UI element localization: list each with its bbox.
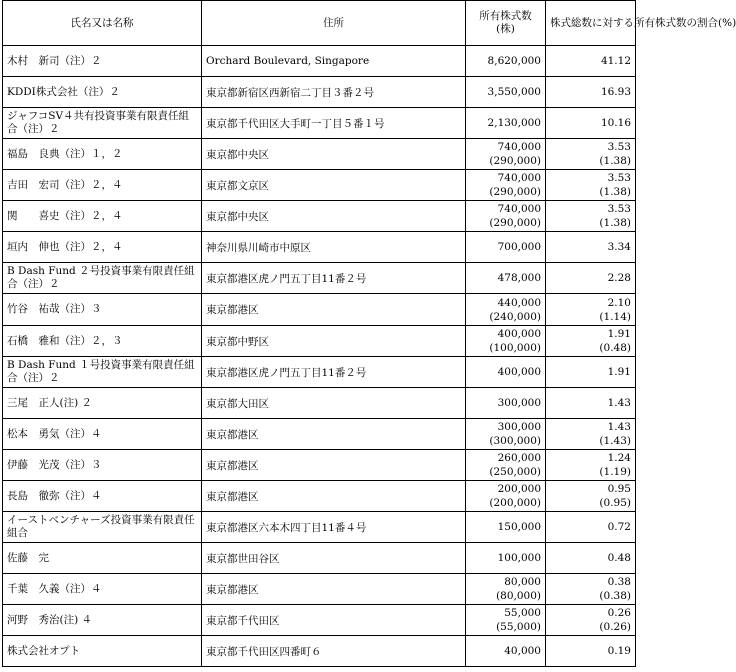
ratio-potential-value: (0.95) bbox=[599, 497, 631, 509]
header-ratio: 株式総数に対する所有株式数の割合(%) bbox=[546, 1, 636, 46]
holder-name: イーストベンチャーズ投資事業有限責任組合 bbox=[3, 512, 202, 543]
holder-address: 東京都港区 bbox=[202, 481, 466, 512]
table-row bbox=[3, 450, 636, 481]
ratio-potential-value: (1.14) bbox=[599, 310, 631, 323]
holder-name: 吉田 宏司（注）２，４ bbox=[3, 170, 202, 201]
shares-potential-value: (290,000) bbox=[489, 217, 541, 229]
ratio-cell bbox=[546, 605, 636, 636]
shares-cell bbox=[466, 139, 546, 170]
shares-value: 8,620,000 bbox=[487, 55, 541, 67]
holder-name: B Dash Fund １号投資事業有限責任組合（注）２ bbox=[3, 357, 202, 388]
holder-name: 株式会社オプト bbox=[3, 636, 202, 667]
shares-value: 3,550,000 bbox=[487, 86, 541, 98]
shares-value: 300,000 bbox=[497, 421, 541, 433]
shares-cell bbox=[466, 605, 546, 636]
ratio-cell bbox=[546, 543, 636, 574]
table-row bbox=[3, 294, 636, 326]
holder-address: 神奈川県川崎市中原区 bbox=[202, 232, 466, 263]
shares-cell bbox=[466, 388, 546, 419]
shares-value: 80,000 bbox=[504, 576, 541, 588]
shares-cell bbox=[466, 294, 546, 326]
shares-potential-value: (250,000) bbox=[489, 466, 541, 478]
ratio-value: 1.24 bbox=[607, 452, 631, 464]
shares-cell bbox=[466, 481, 546, 512]
holder-address: 東京都港区 bbox=[202, 450, 466, 481]
ratio-cell bbox=[546, 512, 636, 543]
table-row bbox=[3, 170, 636, 201]
header-name: 氏名又は名称 bbox=[3, 1, 202, 46]
ratio-cell bbox=[546, 46, 636, 77]
holder-address: 東京都大田区 bbox=[202, 388, 466, 419]
ratio-cell bbox=[546, 108, 636, 139]
ratio-value: 41.12 bbox=[600, 55, 631, 67]
holder-name: B Dash Fund ２号投資事業有限責任組合（注）２ bbox=[3, 263, 202, 294]
holder-address: 東京都中央区 bbox=[202, 201, 466, 232]
shares-value: 740,000 bbox=[497, 203, 541, 215]
ratio-cell bbox=[546, 326, 636, 357]
holder-address: 東京都港区虎ノ門五丁目11番２号 bbox=[202, 263, 466, 294]
header-address: 住所 bbox=[202, 1, 466, 46]
shares-cell bbox=[466, 232, 546, 263]
shares-cell bbox=[466, 201, 546, 232]
table-row bbox=[3, 108, 636, 139]
table-row bbox=[3, 46, 636, 77]
ratio-value: 3.53 bbox=[607, 141, 631, 153]
ratio-value: 1.43 bbox=[607, 421, 631, 433]
shares-cell bbox=[466, 574, 546, 605]
table-row bbox=[3, 232, 636, 263]
shares-value: 400,000 bbox=[497, 366, 541, 378]
holder-address: 東京都千代田区大手町一丁目５番１号 bbox=[202, 108, 466, 139]
ratio-cell bbox=[546, 77, 636, 108]
ratio-potential-value: (1.19) bbox=[599, 466, 631, 478]
shares-cell bbox=[466, 170, 546, 201]
table-row bbox=[3, 77, 636, 108]
holder-address: Orchard Boulevard, Singapore bbox=[202, 46, 466, 77]
ratio-value: 3.53 bbox=[607, 203, 631, 215]
ratio-cell bbox=[546, 232, 636, 263]
ratio-potential-value: (1.38) bbox=[599, 155, 631, 167]
ratio-potential-value: (0.26) bbox=[599, 621, 631, 633]
ratio-cell bbox=[546, 357, 636, 388]
shares-value: 2,130,000 bbox=[487, 117, 541, 129]
holder-address: 東京都港区六本木四丁目11番４号 bbox=[202, 512, 466, 543]
ratio-potential-value: (1.43) bbox=[599, 435, 631, 447]
ratio-value: 0.95 bbox=[607, 483, 631, 495]
ratio-value: 2.10 bbox=[607, 296, 631, 309]
holder-name: 長島 徹弥（注）４ bbox=[3, 481, 202, 512]
shares-value: 440,000 bbox=[497, 296, 541, 309]
ratio-cell bbox=[546, 419, 636, 450]
holder-name: ジャフコSV４共有投資事業有限責任組合（注）２ bbox=[3, 108, 202, 139]
shares-potential-value: (100,000) bbox=[489, 342, 541, 354]
ratio-potential-value: (1.38) bbox=[599, 217, 631, 229]
ratio-cell bbox=[546, 139, 636, 170]
ratio-cell bbox=[546, 574, 636, 605]
ratio-value: 1.43 bbox=[607, 397, 631, 409]
shares-cell bbox=[466, 77, 546, 108]
ratio-value: 0.72 bbox=[607, 521, 631, 533]
ratio-value: 0.38 bbox=[607, 576, 631, 588]
shares-cell bbox=[466, 512, 546, 543]
shares-value: 740,000 bbox=[497, 172, 541, 184]
shares-value: 478,000 bbox=[497, 272, 541, 284]
holder-address: 東京都文京区 bbox=[202, 170, 466, 201]
shares-cell bbox=[466, 419, 546, 450]
shares-cell bbox=[466, 636, 546, 667]
holder-name: 佐藤 完 bbox=[3, 543, 202, 574]
holder-address: 東京都港区 bbox=[202, 419, 466, 450]
shares-value: 700,000 bbox=[497, 241, 541, 253]
holder-name: 木村 新司（注）２ bbox=[3, 46, 202, 77]
table-row bbox=[3, 543, 636, 574]
shareholder-table bbox=[2, 0, 736, 667]
shares-cell bbox=[466, 543, 546, 574]
ratio-value: 0.19 bbox=[607, 645, 631, 657]
table-row bbox=[3, 201, 636, 232]
shares-potential-value: (290,000) bbox=[489, 186, 541, 198]
holder-address: 東京都新宿区西新宿二丁目３番２号 bbox=[202, 77, 466, 108]
ratio-value: 3.34 bbox=[607, 241, 631, 253]
ratio-value: 1.91 bbox=[607, 328, 631, 340]
shares-cell bbox=[466, 46, 546, 77]
ratio-value: 2.28 bbox=[607, 272, 631, 284]
shares-potential-value: (55,000) bbox=[496, 621, 541, 633]
table-row bbox=[3, 481, 636, 512]
table-row bbox=[3, 388, 636, 419]
shares-value: 740,000 bbox=[497, 141, 541, 153]
ratio-value: 0.26 bbox=[607, 607, 631, 619]
table-row bbox=[3, 326, 636, 357]
table-row bbox=[3, 139, 636, 170]
shares-value: 300,000 bbox=[497, 397, 541, 409]
holder-address: 東京都中野区 bbox=[202, 326, 466, 357]
holder-name: 松本 勇気（注）４ bbox=[3, 419, 202, 450]
shares-value: 100,000 bbox=[497, 552, 541, 564]
shares-cell bbox=[466, 326, 546, 357]
holder-address: 東京都千代田区 bbox=[202, 605, 466, 636]
ratio-potential-value: (0.48) bbox=[599, 342, 631, 354]
shares-value: 260,000 bbox=[497, 452, 541, 464]
table-row bbox=[3, 263, 636, 294]
table-row bbox=[3, 357, 636, 388]
holder-name: 千葉 久義（注）４ bbox=[3, 574, 202, 605]
holder-name: 垣内 伸也（注）２，４ bbox=[3, 232, 202, 263]
ratio-cell bbox=[546, 388, 636, 419]
holder-address: 東京都千代田区四番町６ bbox=[202, 636, 466, 667]
holder-address: 東京都港区 bbox=[202, 574, 466, 605]
shares-cell bbox=[466, 357, 546, 388]
ratio-cell bbox=[546, 450, 636, 481]
holder-name: 河野 秀治(注) ４ bbox=[3, 605, 202, 636]
shares-potential-value: (80,000) bbox=[496, 590, 541, 602]
ratio-cell bbox=[546, 294, 636, 326]
ratio-value: 10.16 bbox=[600, 117, 631, 129]
shares-value: 150,000 bbox=[497, 521, 541, 533]
shares-cell bbox=[466, 263, 546, 294]
shares-potential-value: (200,000) bbox=[489, 497, 541, 509]
table-row bbox=[3, 574, 636, 605]
holder-address: 東京都港区 bbox=[202, 294, 466, 326]
shares-cell bbox=[466, 108, 546, 139]
header-shares bbox=[466, 1, 546, 46]
shares-potential-value: (300,000) bbox=[489, 435, 541, 447]
holder-name: 伊藤 光茂（注）３ bbox=[3, 450, 202, 481]
table-row bbox=[3, 605, 636, 636]
ratio-cell bbox=[546, 201, 636, 232]
holder-name: 関 喜史（注）２，４ bbox=[3, 201, 202, 232]
ratio-value: 0.48 bbox=[607, 552, 631, 564]
shares-potential-value: (240,000) bbox=[489, 310, 541, 323]
shares-value: 40,000 bbox=[504, 645, 541, 657]
table-body bbox=[3, 46, 636, 667]
shares-cell bbox=[466, 450, 546, 481]
ratio-potential-value: (1.38) bbox=[599, 186, 631, 198]
ratio-cell bbox=[546, 481, 636, 512]
ratio-cell bbox=[546, 636, 636, 667]
holder-name: 石橋 雅和（注）２，３ bbox=[3, 326, 202, 357]
header-row bbox=[3, 1, 636, 46]
holder-address: 東京都世田谷区 bbox=[202, 543, 466, 574]
holder-address: 東京都中央区 bbox=[202, 139, 466, 170]
ratio-value: 3.53 bbox=[607, 172, 631, 184]
header-shares-text: 所有株式数 (株) bbox=[479, 10, 532, 35]
shares-potential-value: (290,000) bbox=[489, 155, 541, 167]
ratio-potential-value: (0.38) bbox=[599, 590, 631, 602]
holder-name: 福島 良典（注）１，２ bbox=[3, 139, 202, 170]
holder-name: 三尾 正人(注) ２ bbox=[3, 388, 202, 419]
table-row bbox=[3, 512, 636, 543]
ratio-cell bbox=[546, 170, 636, 201]
shares-value: 200,000 bbox=[497, 483, 541, 495]
holder-name: 竹谷 祐哉（注）３ bbox=[3, 294, 202, 326]
ratio-value: 1.91 bbox=[607, 366, 631, 378]
holder-name: KDDI株式会社（注）２ bbox=[3, 77, 202, 108]
table-row bbox=[3, 419, 636, 450]
ratio-cell bbox=[546, 263, 636, 294]
shares-value: 55,000 bbox=[504, 607, 541, 619]
table-row bbox=[3, 636, 636, 667]
ratio-value: 16.93 bbox=[600, 86, 631, 98]
holder-address: 東京都港区虎ノ門五丁目11番２号 bbox=[202, 357, 466, 388]
shares-value: 400,000 bbox=[497, 328, 541, 340]
